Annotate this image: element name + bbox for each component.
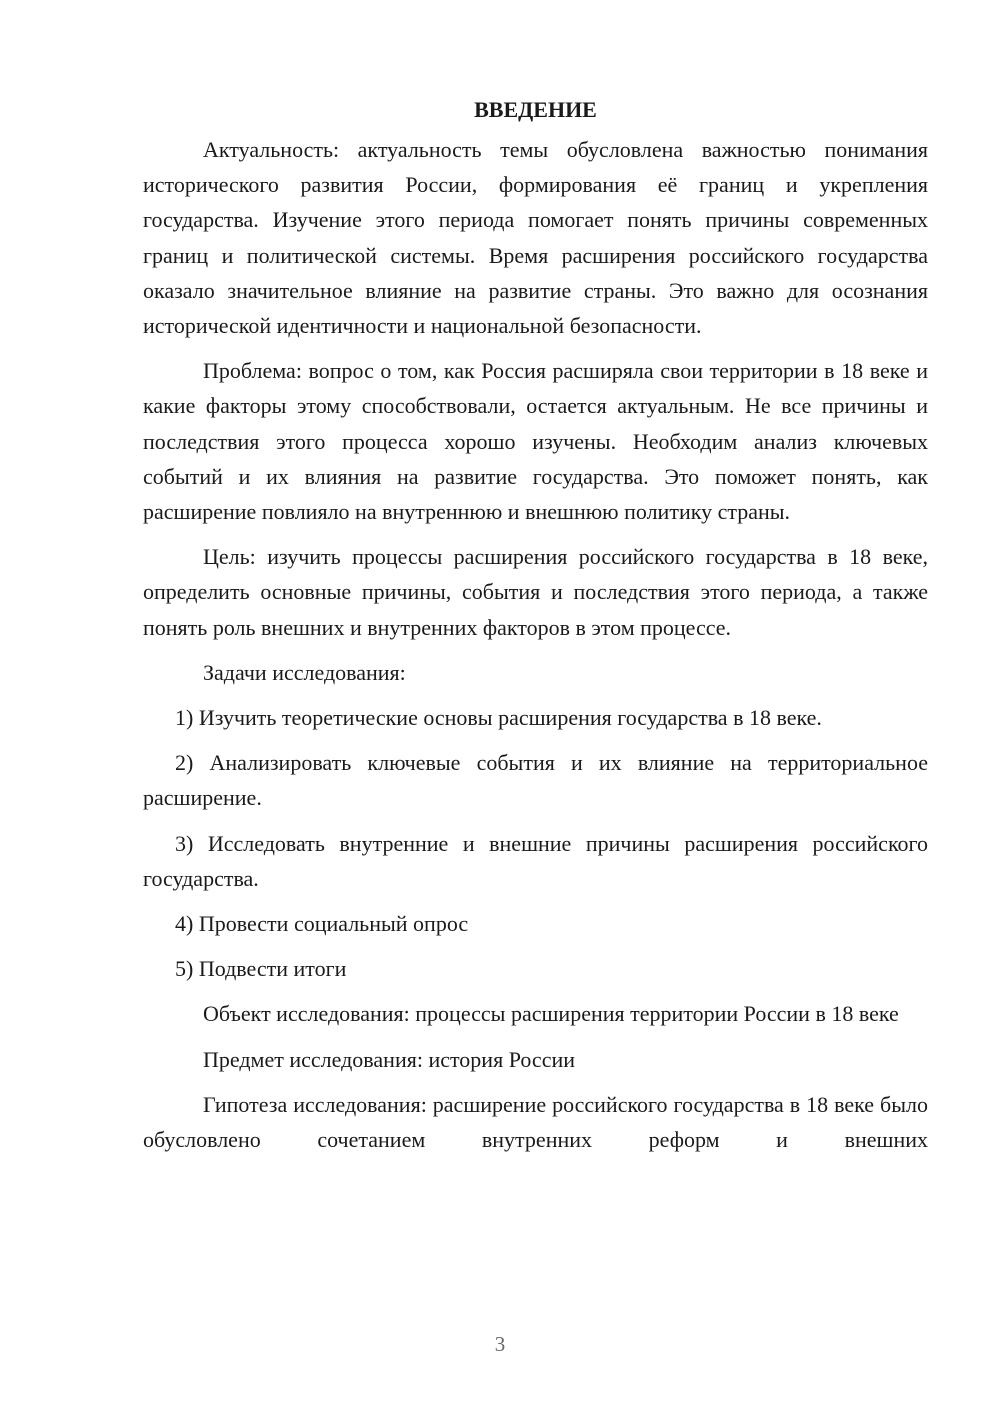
paragraph-object: Объект исследования: процессы расширения территории России в 18 веке (203, 1001, 899, 1027)
task-item-2: 2) Анализировать ключевые события и их влияние на территориальное расширение. (143, 750, 928, 811)
tasks-heading: Задачи исследования: (203, 659, 406, 685)
task-item-5: 5) Подвести итоги (175, 956, 347, 982)
paragraph-hypothesis: Гипотеза исследования: расширение российского государства в 18 веке было обусловлено сочетанием внутренних реформ и внешних (143, 1091, 928, 1153)
page-number: 3 (494, 1332, 506, 1356)
paragraph-subject: Предмет исследования: история России (203, 1046, 576, 1072)
paragraph-goal: Цель: изучить процессы расширения российского государства в 18 веке, определить основные причины, события и последствия этого периода, а также понять роль внешних и внутренних факторов в этом процессе. (143, 544, 928, 640)
paragraph-relevance: Актуальность: актуальность темы обусловлена важностью понимания исторического развития России, формирования её границ и укрепления государства. Изучение этого периода помогает понять причины современных границ и политической системы. Время расширения российского государства оказало значительное влияние на развитие страны. Это важно для осознания исторической идентичности и национальной безопасности. (143, 137, 928, 339)
paragraph-problem: Проблема: вопрос о том, как Россия расширяла свои территории в 18 веке и какие факторы этому способствовали, остается актуальным. Не все причины и последствия этого процесса хорошо изучены. Необходим анализ ключевых событий и их влияния на развитие государства. Это поможет понять, как расширение повлияло на внутреннюю и внешнюю политику страны. (143, 358, 928, 525)
section-title: ВВЕДЕНИЕ (474, 97, 597, 122)
task-item-4: 4) Провести социальный опрос (175, 911, 469, 937)
task-item-3: 3) Исследовать внутренние и внешние причины расширения российского государства. (143, 830, 928, 891)
task-item-1: 1) Изучить теоретические основы расширения государства в 18 веке. (175, 705, 822, 731)
document-page (143, 92, 928, 1167)
